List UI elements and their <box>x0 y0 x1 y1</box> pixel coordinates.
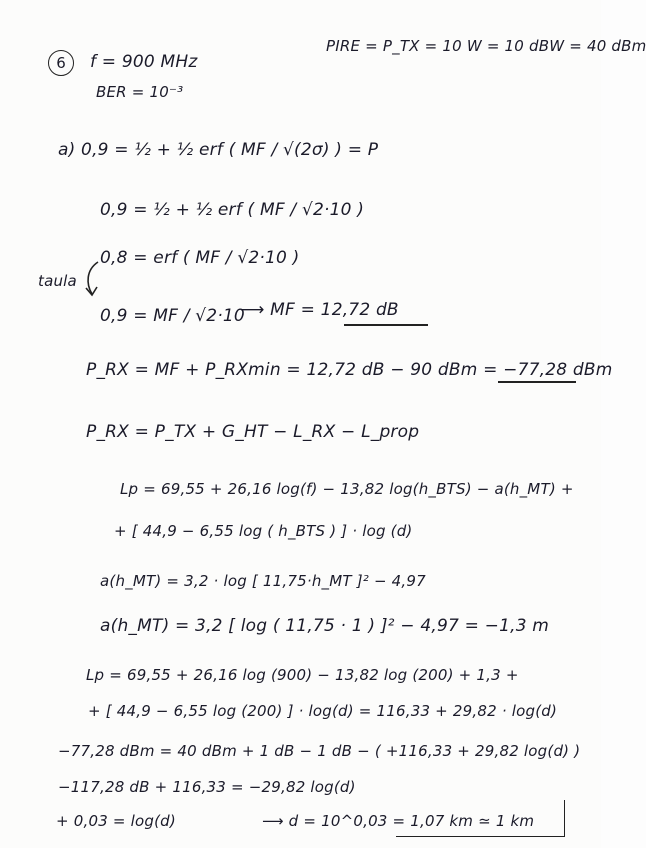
pire-line: PIRE = P_TX = 10 W = 10 dBW = 40 dBm <box>326 37 646 55</box>
distance-result: ⟶ d = 10^0,03 = 1,07 km ≃ 1 km <box>262 812 535 830</box>
line-a1: a) 0,9 = ½ + ½ erf ( MF / √(2σ) ) = P <box>58 140 379 160</box>
line-prx-2: P_RX = P_TX + G_HT − L_RX − L_prop <box>86 422 420 442</box>
line-eq-2: −117,28 dB + 116,33 = −29,82 log(d) <box>58 778 356 796</box>
line-lp-2: + [ 44,9 − 6,55 log ( h_BTS ) ] · log (d) <box>114 522 413 540</box>
line-ahmt-1: a(h_MT) = 3,2 · log [ 11,75·h_MT ]² − 4,97 <box>100 572 426 590</box>
curved-arrow-icon <box>80 260 110 300</box>
frequency-line: f = 900 MHz <box>90 52 198 72</box>
tabla-note: taula <box>38 272 77 290</box>
prx-underline <box>498 381 576 383</box>
problem-number: 6 <box>48 50 74 76</box>
mf-underline <box>344 324 428 326</box>
line-lp-1: Lp = 69,55 + 26,16 log(f) − 13,82 log(h_BTS) − a(h_MT) + <box>120 480 574 498</box>
ber-line: BER = 10⁻³ <box>96 83 184 101</box>
line-prx-1: P_RX = MF + P_RXmin = 12,72 dB − 90 dBm = −77,28 dBm <box>86 360 613 380</box>
line-lp-3: Lp = 69,55 + 26,16 log (900) − 13,82 log (200) + 1,3 + <box>86 666 519 684</box>
line-lp-4: + [ 44,9 − 6,55 log (200) ] · log(d) = 116,33 + 29,82 · log(d) <box>88 702 558 720</box>
line-eq-3: + 0,03 = log(d) <box>56 812 176 830</box>
line-eq-1: −77,28 dBm = 40 dBm + 1 dB − 1 dB − ( +116,33 + 29,82 log(d) ) <box>58 742 581 760</box>
line-ahmt-2: a(h_MT) = 3,2 [ log ( 11,75 · 1 ) ]² − 4,97 = −1,3 m <box>100 616 550 636</box>
mf-result: ⟶ MF = 12,72 dB <box>240 300 399 320</box>
line-a3: 0,8 = erf ( MF / √2·10 ) <box>100 248 300 268</box>
line-a2: 0,9 = ½ + ½ erf ( MF / √2·10 ) <box>100 200 365 220</box>
line-a4: 0,9 = MF / √2·10 <box>100 306 245 326</box>
answer-box <box>396 800 565 837</box>
